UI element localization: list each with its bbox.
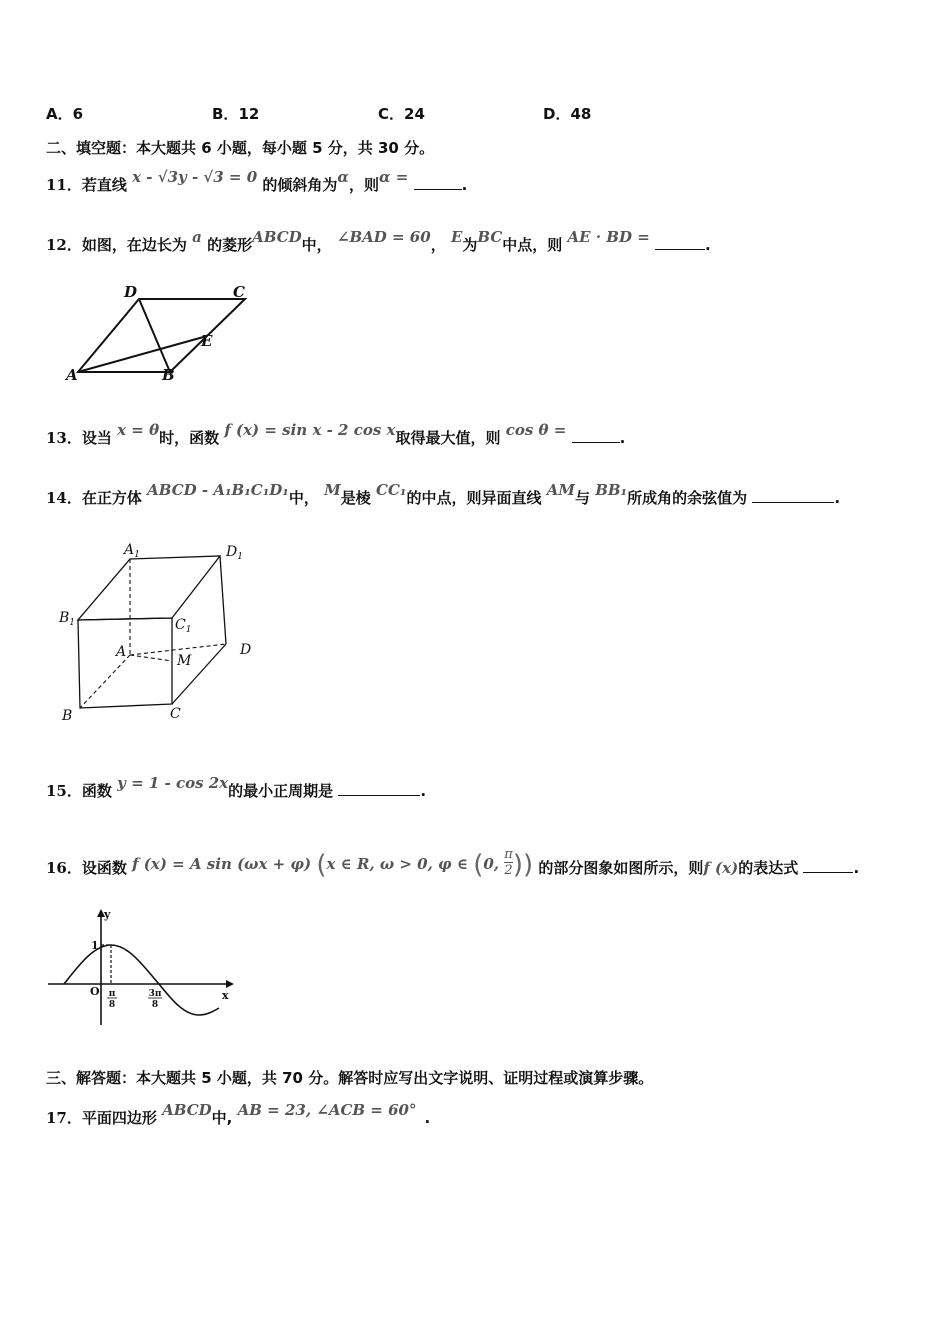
label-b: B <box>62 708 73 724</box>
label-c1: $C_1$ <box>175 617 192 635</box>
option-c: C．24 <box>378 105 425 123</box>
label-b1: $B_1$ <box>59 610 76 628</box>
question-16: 16．设函数 f (x) = A sin (ωx + φ) (x ∈ R, ω > 0, φ ∈ (0, $\frac{\pi}{2}$ )) 的部分图象如图所示，则f (x)的表达式 . <box>46 847 860 880</box>
x-axis-arrow <box>226 980 234 988</box>
cube-top-face <box>78 556 220 620</box>
y-axis-label: y <box>104 908 111 921</box>
answer-blank[interactable] <box>752 488 834 503</box>
question-17: 17．平面四边形 ABCD中, AB = 23, ∠ACB = 60° . <box>46 1101 431 1127</box>
tick-3pi-over-8-num: 3π <box>148 989 162 999</box>
cube-figure <box>50 538 270 728</box>
answer-blank[interactable] <box>655 235 705 250</box>
tick-pi-over-8-num: π <box>108 989 116 999</box>
answer-blank[interactable] <box>338 781 420 796</box>
rhombus-outline <box>78 299 245 372</box>
tick-3pi-over-8-den: 8 <box>151 1000 159 1010</box>
label-a1: $A_1$ <box>124 542 140 560</box>
answer-blank[interactable] <box>414 175 462 190</box>
label-d: D <box>240 642 252 658</box>
y-value-1: 1 <box>91 939 99 952</box>
option-b: B．12 <box>212 105 260 123</box>
label-c: C <box>233 283 245 301</box>
tick-pi-over-8-den: 8 <box>108 1000 116 1010</box>
question-15: 15．函数 y = 1 - cos 2x的最小正周期是 . <box>46 774 427 800</box>
label-d1: $D_1$ <box>226 544 243 562</box>
origin-label: O <box>90 985 100 998</box>
question-12: 12．如图，在边长为 a 的菱形ABCD中， ∠BAD = 60， E为BC中点，则 AE · BD = . <box>46 228 711 254</box>
answer-blank[interactable] <box>803 858 853 873</box>
edge-d1-d <box>220 556 226 644</box>
hidden-edge-a-b <box>80 655 130 708</box>
label-a: A <box>66 366 78 384</box>
x-axis-label: x <box>222 989 229 1002</box>
diagonal-bd <box>139 299 170 372</box>
segment-am <box>130 655 172 661</box>
option-d: D．48 <box>543 105 592 123</box>
label-b: B <box>162 366 175 384</box>
option-a: A．6 <box>46 105 84 123</box>
label-d: D <box>124 283 138 301</box>
section-3-heading: 三、解答题：本大题共 5 小题，共 70 分。解答时应写出文字说明、证明过程或演算步骤。 <box>46 1069 654 1087</box>
sine-curve <box>64 945 219 1015</box>
label-e: E <box>201 332 213 350</box>
section-2-heading: 二、填空题：本大题共 6 小题，每小题 5 分，共 30 分。 <box>46 139 435 157</box>
label-m: M <box>177 653 192 669</box>
question-13: 13．设当 x = θ时，函数 f (x) = sin x - 2 cos x取得最大值，则 cos θ = . <box>46 421 626 447</box>
sine-graph-figure <box>44 905 244 1030</box>
rhombus-figure <box>60 280 260 390</box>
cube-front-face <box>78 618 172 708</box>
answer-blank[interactable] <box>572 428 620 443</box>
question-14: 14．在正方体 ABCD - A₁B₁C₁D₁中， M是棱 CC₁的中点，则异面直线 AM与 BB₁所成角的余弦值为 . <box>46 481 841 507</box>
label-c: C <box>170 706 181 722</box>
label-a: A <box>116 644 127 660</box>
question-11: 11．若直线 x - √3y - √3 = 0 的倾斜角为α，则α = . <box>46 168 468 194</box>
